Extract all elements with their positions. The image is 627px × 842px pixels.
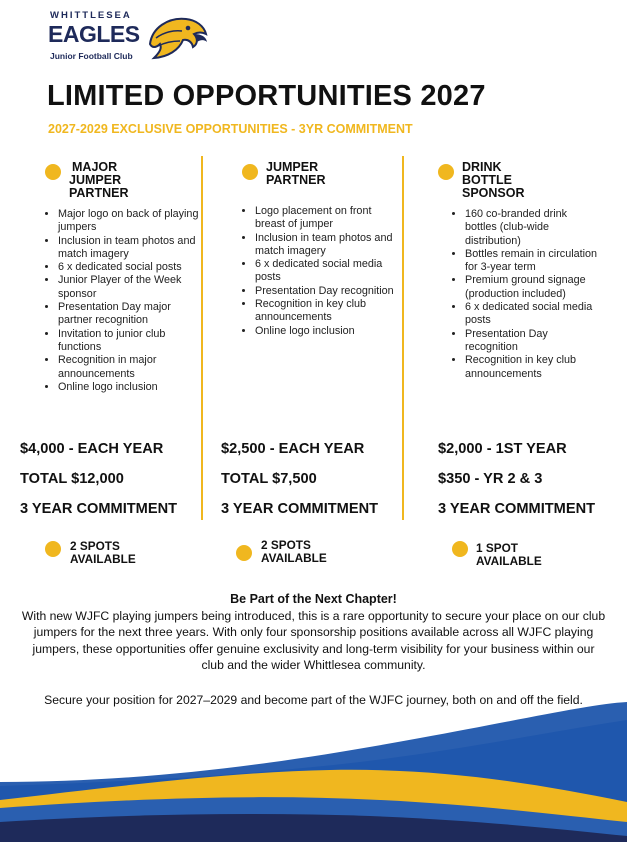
cta-heading: Be Part of the Next Chapter! — [230, 592, 397, 606]
spots-line: AVAILABLE — [476, 553, 542, 568]
package-heading — [266, 161, 326, 187]
benefit-item: • Recognition in key club announcements — [255, 298, 395, 325]
logo-top-text: WHITTLESEA — [50, 10, 132, 21]
commitment-label: 3 YEAR COMMITMENT — [20, 501, 178, 517]
spots-line: 2 SPOTS — [261, 538, 311, 552]
page-title: LIMITED OPPORTUNITIES 2027 — [47, 80, 486, 112]
heading-line: PARTNER — [266, 173, 326, 187]
bullet-dot-icon — [236, 545, 252, 561]
benefit-item: • Presentation Day major partner recognition — [58, 301, 201, 328]
price-total: TOTAL $7,500 — [221, 471, 317, 487]
benefit-item: • Premium ground signage (production included) — [465, 274, 600, 301]
spots-line: AVAILABLE — [70, 551, 136, 566]
package-heading — [69, 161, 129, 200]
heading-line: DRINK BOTTLE — [462, 160, 512, 187]
bullet-dot-icon — [452, 541, 468, 557]
spots-available — [70, 540, 136, 565]
logo-main-text: EAGLES — [48, 21, 140, 47]
benefit-item: • Inclusion in team photos and match imagery — [255, 232, 395, 259]
benefit-list — [450, 208, 600, 381]
benefit-item: • Invitation to junior club functions — [58, 328, 201, 355]
price-line: $4,000 - EACH YEAR — [20, 441, 164, 457]
benefit-item: • Major logo on back of playing jumpers — [58, 208, 201, 235]
benefit-item: • 6 x dedicated social media posts — [255, 258, 395, 285]
bullet-dot-icon — [438, 164, 454, 180]
spots-line: 2 SPOTS — [70, 539, 120, 553]
page-subtitle: 2027-2029 EXCLUSIVE OPPORTUNITIES - 3YR COMMITMENT — [48, 122, 413, 136]
price-total: TOTAL $12,000 — [20, 471, 124, 487]
bullet-dot-icon — [45, 541, 61, 557]
heading-line: JUMPER — [69, 173, 122, 187]
commitment-label: 3 YEAR COMMITMENT — [438, 501, 596, 517]
benefit-item: • Online logo inclusion — [58, 381, 201, 394]
column-divider — [402, 156, 404, 520]
benefit-list — [240, 205, 395, 338]
logo-sub-text: Junior Football Club — [50, 51, 133, 61]
club-logo — [48, 10, 208, 68]
benefit-item: • Recognition in major announcements — [58, 354, 201, 381]
benefit-item: • 160 co-branded drink bottles (club-wide distribution) — [465, 208, 600, 248]
benefit-item: • Junior Player of the Week sponsor — [58, 274, 201, 301]
column-divider — [201, 156, 203, 520]
benefit-item: • Presentation Day recognition — [255, 285, 395, 298]
benefit-item: • 6 x dedicated social posts — [58, 261, 201, 274]
benefit-item: • Presentation Day recognition — [465, 328, 600, 355]
price-line: $2,000 - 1ST YEAR — [438, 441, 567, 457]
benefit-item: • Inclusion in team photos and match imagery — [58, 235, 201, 262]
bullet-dot-icon — [242, 164, 258, 180]
spots-available — [261, 539, 327, 564]
benefit-item: • Online logo inclusion — [255, 325, 395, 338]
price-total: $350 - YR 2 & 3 — [438, 471, 543, 487]
eagle-head-icon — [146, 14, 208, 62]
benefit-item: • Bottles remain in circulation for 3-year term — [465, 248, 600, 275]
benefit-item: • Logo placement on front breast of jumper — [255, 205, 395, 232]
cta-paragraph: Secure your position for 2027–2029 and become part of the WJFC journey, both on and off the field. — [44, 693, 583, 707]
price-line: $2,500 - EACH YEAR — [221, 441, 365, 457]
heading-line: PARTNER — [69, 186, 129, 200]
heading-line: JUMPER — [266, 160, 319, 174]
spots-available — [476, 542, 542, 567]
cta-paragraph: With new WJFC playing jumpers being introduced, this is a rare opportunity to secure your place on our club jumpers for the next three years. With only four sponsorship positions available across all WJFC playing jumpers, these opportunities offer genuine exclusivity and long-term visibility for your business within our club and the wider Whittlesea community. — [21, 609, 606, 672]
spots-line: 1 SPOT — [476, 541, 518, 555]
benefit-list — [43, 208, 201, 394]
bullet-dot-icon — [45, 164, 61, 180]
commitment-label: 3 YEAR COMMITMENT — [221, 501, 379, 517]
heading-line: MAJOR — [72, 160, 118, 174]
benefit-item: • Recognition in key club announcements — [465, 354, 600, 381]
spots-line: AVAILABLE — [261, 550, 327, 565]
decorative-waves — [0, 690, 627, 842]
heading-line: SPONSOR — [462, 186, 525, 200]
package-heading — [462, 161, 525, 200]
benefit-item: • 6 x dedicated social media posts — [465, 301, 600, 328]
